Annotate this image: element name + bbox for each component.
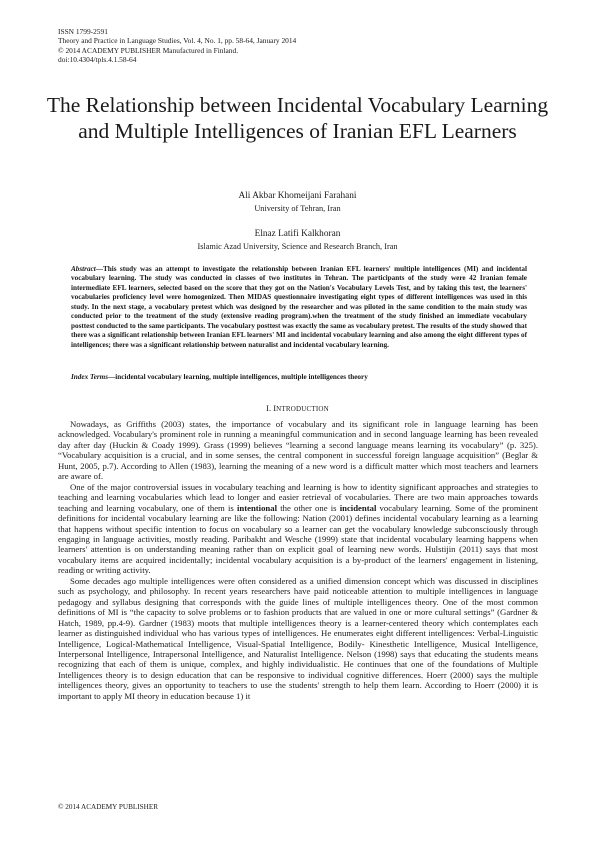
- copyright-line: © 2014 ACADEMY PUBLISHER Manufactured in Finland.: [58, 45, 239, 55]
- paragraph-2-part-b: the other one is: [277, 502, 340, 513]
- body-text: [58, 419, 538, 701]
- abstract-text: —This study was an attempt to investigate the relationship between Iranian EFL learners' multiple intelligences (MI) and incidental vocabulary learning. The study was conducted in classes of two institutes in Tehran. The participants of the study were 42 Iranian female intermediate EFL learners, selected based on the score that they got on the Nation's Vocabulary Levels Test, and by taking this test, the learners' vocabularies proficiency level were homogenized. Then MIDAS questionnaire investigating eight types of different intelligences was used in this study. In the next stage, a vocabulary pretest which was designed by the researcher and was piloted in the same condition to the main study was conducted prior to the treatment of the study (extensive reading program).when the treatment of the study finished an immediate vocabulary posttest conducted to the same participants. The vocabulary posttest was exactly the same as vocabulary pretest. The results of the study showed that there was a significant relationship between Iranian EFL learners' MI and incidental vocabulary learning and also among the eight different types of intelligences; there was a significant relationship between naturalist and incidental vocabulary learning.: [71, 265, 527, 349]
- issn-line: ISSN 1799-2591: [58, 27, 108, 36]
- paper-title: The Relationship between Incidental Vocabulary Learning and Multiple Intelligences of Iranian EFL Learners: [46, 93, 549, 143]
- paragraph-2-part-a: One of the major controversial issues in vocabulary teaching and learning is how to identity significant approaches and strategies to teaching and learning vocabularies which lead to longer and easier retrieval of vocabularies. There are two main approaches towards teaching and learning vocabulary, one of them is: [58, 481, 538, 513]
- journal-citation: Theory and Practice in Language Studies, Vol. 4, No. 1, pp. 58-64, January 2014: [58, 36, 297, 46]
- doi-line: doi:10.4304/tpls.4.1.58-64: [58, 55, 137, 65]
- keyword-incidental: incidental: [339, 502, 377, 513]
- index-terms-text: —incidental vocabulary learning, multiple intelligences, multiple intelligences theory: [108, 373, 368, 381]
- paragraph-1: Nowadays, as Griffiths (2003) states, the importance of vocabulary and its significant role in language learning has been acknowledged. Vocabulary's prominent role in running a meaningful communication and in second language learning has been revealed day after day (Huckin & Coady 1999). Grass (1999) believes “learning a second language means learning its vocabulary” (p. 325). “Vocabulary acquisition is a crucial, and in some senses, the central component in successful foreign language acquisition” (Beglar & Hunt, 2005, p.7). According to Allen (1983), learning the meaning of a new word is a difficult matter which most teachers and learners are aware of.: [58, 419, 538, 482]
- author-affiliation-1: University of Tehran, Iran: [254, 204, 341, 213]
- section-title-rest: NTRODUCTION: [276, 405, 329, 413]
- abstract: [71, 265, 527, 350]
- paragraph-2-part-c: vocabulary learning. Some of the prominent definitions for incidental vocabulary learning are like the following: Nation (2001) defines incidental vocabulary learning as a learning that happens without specific intention to focus on vocabulary so a learner can get the vocabulary knowledge subconsciously through engaging in language activities, mostly reading. Paribakht and Wesche (1999) state that incidental vocabulary learning happens when learners' attention is on understanding meaning rather than on explicit goal of learning new words. Hulstijin (2011) says that most vocabulary items are acquired incidentally; incidental vocabulary acquisition is a by-product of the learners' engagement in listening, reading or writing activity.: [58, 502, 538, 576]
- abstract-label: Abstract: [71, 265, 96, 273]
- index-terms-label: Index Terms: [71, 373, 109, 381]
- author-name-1: Ali Akbar Khomeijani Farahani: [238, 191, 357, 201]
- index-terms: [71, 373, 527, 382]
- journal-header: [58, 27, 296, 65]
- author-name-2: Elnaz Latifi Kalkhoran: [254, 229, 341, 239]
- paragraph-3: Some decades ago multiple intelligences were often considered as a unified dimension concept which was discussed in disciplines such as psychology, and philosophy. In recent years researchers have paid noticeable attention to multiple intelligences in language pedagogy and syllabus designing that corresponds with the guide lines of multiple intelligences theory. One of the most common definitions of MI is “the capacity to solve problems or to fashion products that are valued in one or more cultural settings” (Gardner & Hatch, 1989, pp.4-9). Gardner (1983) moots that multiple intelligences theory is a learner-centered theory which contemplates each learner as distinguished individual who has various types of intelligences. He enumerates eight different intelligences: Verbal-Linguistic Intelligence, Logical-Mathematical Intelligence, Visual-Spatial Intelligence, Bodily- Kinesthetic Intelligence, Musical Intelligence, Interpersonal Intelligence, Intrapersonal Intelligence, and Naturalist Intelligence. Nelson (1998) says that educating the students means recognizing that each of them is unique, complex, and highly individualistic. He continues that one of the foundations of Multiple Intelligences theory is to design education that can be responsive to individual cognitive differences. Hoerr (2000) says the multiple intelligences theory, gives an opportunity to teachers to use the students' strength to help them learn. According to Hoerr (2000) it is important to apply MI theory in education because 1) it: [58, 575, 538, 701]
- section-title-initial: I: [273, 403, 277, 413]
- section-heading-introduction: [0, 403, 595, 413]
- keyword-intentional: intentional: [236, 502, 278, 513]
- author-affiliation-2: Islamic Azad University, Science and Research Branch, Iran: [197, 242, 398, 251]
- page-footer: © 2014 ACADEMY PUBLISHER: [58, 803, 159, 811]
- section-number: I.: [266, 403, 272, 413]
- paragraph-2: [58, 482, 538, 576]
